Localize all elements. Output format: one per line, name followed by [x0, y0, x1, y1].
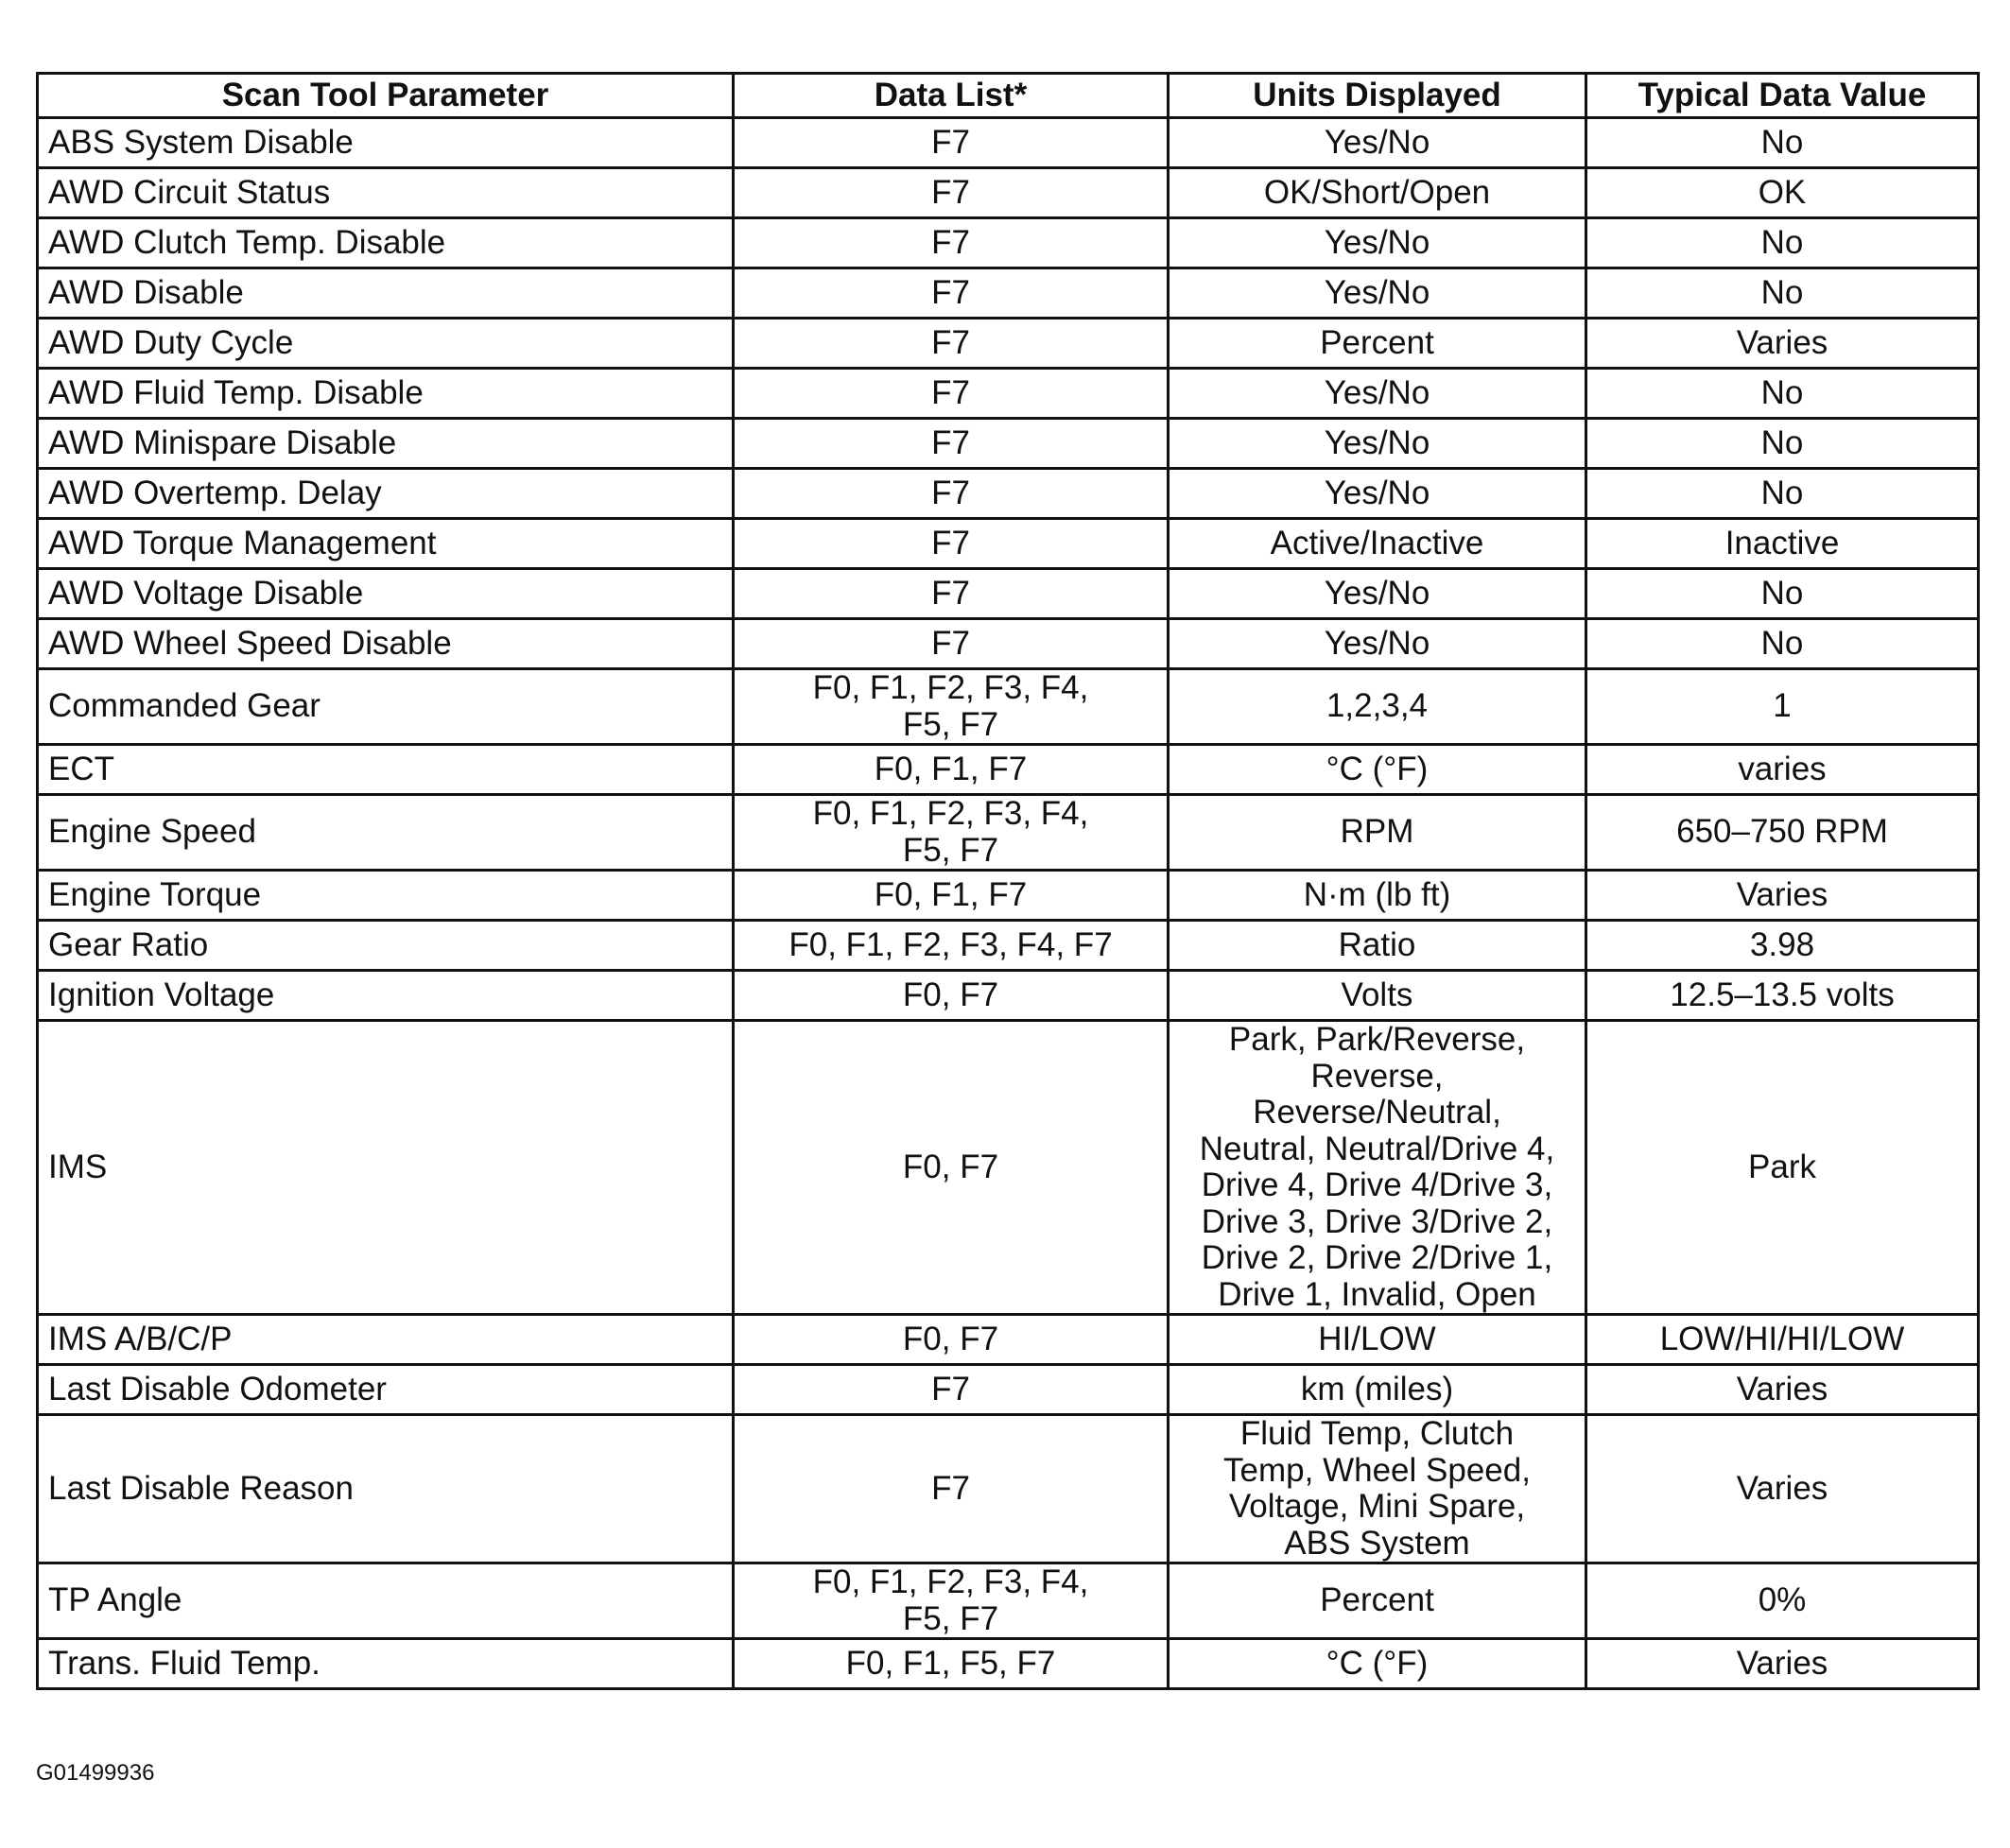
parameter-cell: Trans. Fluid Temp. [38, 1639, 734, 1689]
table-header-row [38, 74, 1979, 118]
parameter-cell: AWD Voltage Disable [38, 569, 734, 619]
parameter-cell: IMS [38, 1021, 734, 1315]
data-list-cell: F0, F1, F2, F3, F4, F7 [734, 921, 1169, 971]
parameter-cell: Commanded Gear [38, 669, 734, 745]
data-list-cell: F7 [734, 218, 1169, 268]
data-list-cell: F0, F1, F2, F3, F4, F5, F7 [734, 1563, 1169, 1639]
parameter-cell: Engine Speed [38, 795, 734, 871]
table-row [38, 569, 1979, 619]
data-list-cell: F0, F1, F2, F3, F4, F5, F7 [734, 669, 1169, 745]
data-list-cell: F7 [734, 268, 1169, 319]
units-cell: Percent [1169, 1563, 1586, 1639]
scan-tool-data-table [36, 72, 1980, 1690]
units-cell: Yes/No [1169, 469, 1586, 519]
table-row [38, 218, 1979, 268]
units-cell: Yes/No [1169, 118, 1586, 168]
table-row [38, 619, 1979, 669]
parameter-cell: AWD Wheel Speed Disable [38, 619, 734, 669]
parameter-cell: IMS A/B/C/P [38, 1315, 734, 1365]
units-cell: OK/Short/Open [1169, 168, 1586, 218]
typical-value-cell: Varies [1586, 1415, 1979, 1563]
units-cell: km (miles) [1169, 1365, 1586, 1415]
table-row [38, 795, 1979, 871]
data-list-cell: F7 [734, 469, 1169, 519]
parameter-cell: Last Disable Reason [38, 1415, 734, 1563]
typical-value-cell: 12.5–13.5 volts [1586, 971, 1979, 1021]
table-row [38, 519, 1979, 569]
units-cell: °C (°F) [1169, 1639, 1586, 1689]
data-list-cell: F7 [734, 1415, 1169, 1563]
data-list-cell: F7 [734, 319, 1169, 369]
units-cell: °C (°F) [1169, 745, 1586, 795]
parameter-cell: AWD Disable [38, 268, 734, 319]
table-row [38, 1365, 1979, 1415]
data-list-cell: F7 [734, 1365, 1169, 1415]
typical-value-cell: No [1586, 369, 1979, 419]
table-row [38, 971, 1979, 1021]
data-list-cell: F7 [734, 118, 1169, 168]
units-cell: Yes/No [1169, 268, 1586, 319]
header-data-list: Data List* [734, 74, 1169, 118]
table-row [38, 1639, 1979, 1689]
header-units-displayed: Units Displayed [1169, 74, 1586, 118]
parameter-cell: AWD Minispare Disable [38, 419, 734, 469]
units-cell: Ratio [1169, 921, 1586, 971]
table-row [38, 1021, 1979, 1315]
typical-value-cell: OK [1586, 168, 1979, 218]
typical-value-cell: No [1586, 469, 1979, 519]
table-row [38, 921, 1979, 971]
figure-id-label: G01499936 [36, 1760, 155, 1786]
typical-value-cell: Varies [1586, 871, 1979, 921]
parameter-cell: Gear Ratio [38, 921, 734, 971]
parameter-cell: AWD Circuit Status [38, 168, 734, 218]
table-row [38, 745, 1979, 795]
table-row [38, 168, 1979, 218]
units-cell: N·m (lb ft) [1169, 871, 1586, 921]
typical-value-cell: No [1586, 619, 1979, 669]
data-list-cell: F0, F7 [734, 1315, 1169, 1365]
units-cell: Percent [1169, 319, 1586, 369]
typical-value-cell: No [1586, 218, 1979, 268]
table-row [38, 419, 1979, 469]
typical-value-cell: Park [1586, 1021, 1979, 1315]
data-list-cell: F0, F7 [734, 1021, 1169, 1315]
units-cell: Yes/No [1169, 569, 1586, 619]
typical-value-cell: Varies [1586, 319, 1979, 369]
typical-value-cell: Varies [1586, 1365, 1979, 1415]
table-row [38, 1563, 1979, 1639]
units-cell: Yes/No [1169, 218, 1586, 268]
data-list-cell: F0, F7 [734, 971, 1169, 1021]
units-cell: Yes/No [1169, 369, 1586, 419]
table-row [38, 118, 1979, 168]
parameter-cell: ABS System Disable [38, 118, 734, 168]
parameter-cell: Ignition Voltage [38, 971, 734, 1021]
parameter-cell: AWD Overtemp. Delay [38, 469, 734, 519]
units-cell: Active/Inactive [1169, 519, 1586, 569]
data-list-cell: F0, F1, F2, F3, F4, F5, F7 [734, 795, 1169, 871]
typical-value-cell: No [1586, 268, 1979, 319]
typical-value-cell: Varies [1586, 1639, 1979, 1689]
parameter-cell: AWD Clutch Temp. Disable [38, 218, 734, 268]
data-list-cell: F0, F1, F7 [734, 745, 1169, 795]
table-row [38, 1415, 1979, 1563]
units-cell: Volts [1169, 971, 1586, 1021]
table-body [38, 118, 1979, 1689]
header-scan-tool-parameter: Scan Tool Parameter [38, 74, 734, 118]
data-list-cell: F7 [734, 619, 1169, 669]
parameter-cell: AWD Duty Cycle [38, 319, 734, 369]
data-list-cell: F0, F1, F7 [734, 871, 1169, 921]
parameter-cell: AWD Fluid Temp. Disable [38, 369, 734, 419]
data-list-cell: F7 [734, 369, 1169, 419]
typical-value-cell: 3.98 [1586, 921, 1979, 971]
units-cell: Park, Park/Reverse, Reverse, Reverse/Neutral, Neutral, Neutral/Drive 4, Drive 4, Drive 4/Drive 3, Drive 3, Drive 3/Drive 2, Drive 2, Drive 2/Drive 1, Drive 1, Invalid, Open [1169, 1021, 1586, 1315]
units-cell: Yes/No [1169, 419, 1586, 469]
units-cell: Yes/No [1169, 619, 1586, 669]
table-row [38, 669, 1979, 745]
data-list-cell: F7 [734, 419, 1169, 469]
parameter-cell: Engine Torque [38, 871, 734, 921]
parameter-cell: ECT [38, 745, 734, 795]
typical-value-cell: varies [1586, 745, 1979, 795]
typical-value-cell: 650–750 RPM [1586, 795, 1979, 871]
table-row [38, 319, 1979, 369]
table-row [38, 871, 1979, 921]
data-list-cell: F0, F1, F5, F7 [734, 1639, 1169, 1689]
data-list-cell: F7 [734, 168, 1169, 218]
parameter-cell: AWD Torque Management [38, 519, 734, 569]
typical-value-cell: Inactive [1586, 519, 1979, 569]
units-cell: Fluid Temp, Clutch Temp, Wheel Speed, Voltage, Mini Spare, ABS System [1169, 1415, 1586, 1563]
typical-value-cell: 0% [1586, 1563, 1979, 1639]
typical-value-cell: No [1586, 118, 1979, 168]
table-row [38, 268, 1979, 319]
typical-value-cell: 1 [1586, 669, 1979, 745]
table-row [38, 1315, 1979, 1365]
units-cell: RPM [1169, 795, 1586, 871]
header-typical-data-value: Typical Data Value [1586, 74, 1979, 118]
data-list-cell: F7 [734, 569, 1169, 619]
units-cell: 1,2,3,4 [1169, 669, 1586, 745]
table-row [38, 469, 1979, 519]
parameter-cell: TP Angle [38, 1563, 734, 1639]
parameter-cell: Last Disable Odometer [38, 1365, 734, 1415]
typical-value-cell: LOW/HI/HI/LOW [1586, 1315, 1979, 1365]
typical-value-cell: No [1586, 419, 1979, 469]
typical-value-cell: No [1586, 569, 1979, 619]
units-cell: HI/LOW [1169, 1315, 1586, 1365]
data-list-cell: F7 [734, 519, 1169, 569]
table-row [38, 369, 1979, 419]
